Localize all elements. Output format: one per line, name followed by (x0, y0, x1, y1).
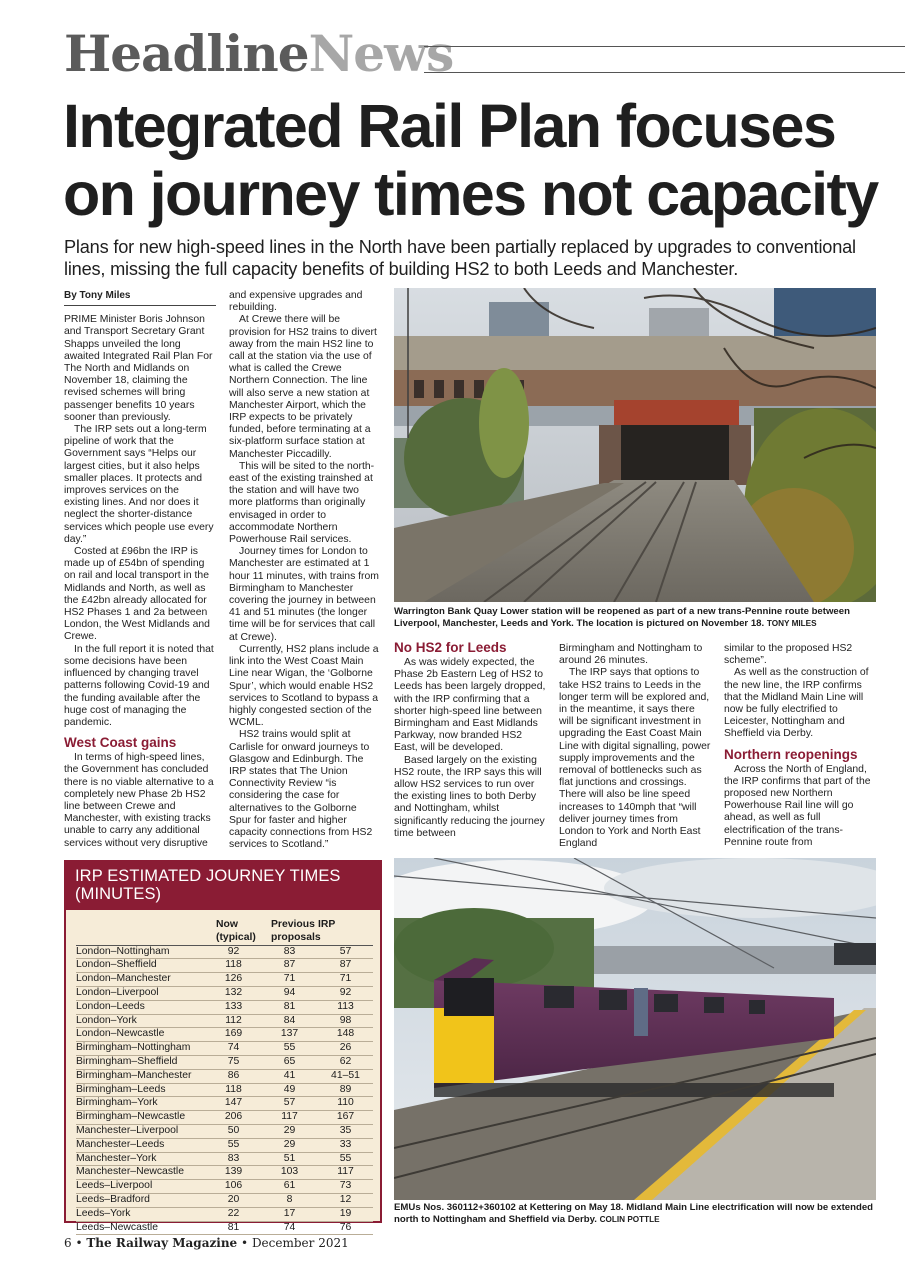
now-cell: 74 (227, 1042, 240, 1054)
article-column-1 (64, 290, 216, 850)
previous-cell: 41 (283, 1069, 296, 1081)
now-cell: 83 (227, 1152, 240, 1164)
article-column-4 (559, 643, 712, 850)
previous-cell: 87 (283, 959, 296, 971)
previous-cell: 71 (283, 973, 296, 985)
route-cell: Birmingham–Manchester (76, 1069, 192, 1081)
header-previous-sub: proposals (271, 931, 321, 943)
now-cell: 118 (225, 1083, 242, 1095)
irp-cell: 76 (339, 1221, 352, 1233)
masthead-news: News (308, 24, 454, 83)
paragraph: The IRP says that options to take HS2 trains to Leeds in the longer term will be explored and, in the meantime, it says there will be significant investment in upgrading the East Coast Main Line with digital signalling, power supply improvements and the removal of bottlenecks such as flat junctions and crossings. There will also be line speed increases to 140mph that “will deliver journey times from London to York and North East England (559, 667, 711, 850)
header-route (76, 919, 206, 945)
route-cell: London–Newcastle (76, 1028, 165, 1040)
table-row (76, 1180, 373, 1194)
table-row (76, 959, 373, 973)
table-row (76, 1194, 373, 1208)
route-cell: London–Liverpool (76, 986, 159, 998)
table-row (76, 1208, 373, 1222)
irp-cell: 98 (339, 1014, 352, 1026)
previous-cell: 94 (283, 986, 296, 998)
page-number: 6 (64, 1236, 72, 1250)
previous-cell: 117 (281, 1111, 298, 1123)
paragraph: This will be sited to the north-east of the existing trainshed at the station and will have two more platforms than originally envisaged in order to accommodate Northern Powerhouse Rail services. (229, 460, 375, 546)
previous-cell: 74 (283, 1221, 296, 1233)
previous-cell: 57 (283, 1097, 296, 1109)
irp-cell: 117 (337, 1166, 354, 1178)
table-row (76, 1111, 373, 1125)
irp-cell: 12 (339, 1193, 352, 1205)
photo-caption-kettering (394, 1202, 876, 1226)
header-now (206, 919, 261, 945)
caption-text: Warrington Bank Quay Lower station will be reopened as part of a new trans-Pennine route between Liverpool, Manchester, Leeds and York. The location is pictured on November 18. (394, 606, 850, 629)
previous-cell: 51 (283, 1152, 296, 1164)
paragraph: Currently, HS2 plans include a link into the West Coast Main Line near Wigan, the ‘Golborne Spur’, which would enable HS2 services to Scotland to bypass a highly congested section of the WCML. (229, 643, 379, 729)
paragraph: In terms of high-speed lines, the Government has concluded there is no viable alternative to a completely new Phase 2b HS2 line between Crewe and Manchester, with existing tracks unable to carry any additional services without very disruptive (64, 752, 214, 849)
route-cell: London–Sheffield (76, 959, 157, 971)
now-cell: 106 (224, 1180, 243, 1192)
headline-line-1: Integrated Rail Plan focuses (63, 92, 836, 160)
now-cell: 112 (225, 1014, 242, 1026)
subheading-northern-reopenings: Northern reopenings (724, 746, 858, 762)
route-cell: Birmingham–York (76, 1097, 158, 1109)
irp-cell: 62 (339, 1055, 352, 1067)
previous-cell: 103 (280, 1166, 299, 1178)
now-cell: 169 (224, 1028, 243, 1040)
table-row (76, 1028, 373, 1042)
table-row (76, 1042, 373, 1056)
header-now-sub: (typical) (216, 931, 256, 943)
now-cell: 206 (224, 1111, 243, 1123)
irp-cell: 89 (339, 1083, 352, 1095)
previous-cell: 55 (283, 1042, 296, 1054)
now-cell: 55 (227, 1138, 240, 1150)
header-previous (261, 919, 321, 945)
masthead-rule-bottom (424, 72, 905, 73)
now-cell: 81 (227, 1221, 240, 1233)
previous-cell: 17 (283, 1207, 296, 1219)
route-cell: Birmingham–Sheffield (76, 1055, 178, 1067)
irp-cell: 167 (336, 1111, 355, 1123)
irp-cell: 110 (337, 1097, 354, 1109)
now-cell: 147 (224, 1097, 243, 1109)
photo-caption-warrington (394, 606, 876, 630)
route-cell: Leeds–Liverpool (76, 1180, 153, 1192)
route-cell: Leeds–York (76, 1207, 131, 1219)
previous-cell: 81 (283, 1000, 296, 1012)
article-column-5 (724, 643, 876, 849)
now-cell: 126 (224, 973, 243, 985)
table-rows (76, 946, 373, 1236)
route-cell: Leeds–Bradford (76, 1193, 150, 1205)
irp-cell: 92 (339, 986, 352, 998)
now-cell: 92 (227, 945, 240, 957)
paragraph: At Crewe there will be provision for HS2 trains to divert away from the main HS2 line to call at the station via the use of what is called the Crewe Northern Connection. The line will also serve a new station at Manchester Airport, which the IRP expects to be privately funded, before terminating at a six-platform surface station at Manchester Piccadilly. (229, 314, 377, 460)
headline-line-2: on journey times not capacity (63, 160, 878, 228)
irp-cell: 55 (339, 1152, 352, 1164)
previous-cell: 83 (283, 945, 296, 957)
irp-cell: 57 (339, 945, 352, 957)
now-cell: 50 (227, 1124, 240, 1136)
paragraph: HS2 trains would split at Carlisle for onward journeys to Glasgow and Edinburgh. The IRP states that The Union Connectivity Review “is considering the case for alternatives to the Golborne Spur for faster and higher capacity connections from HS2 services to Scotland.” (229, 729, 373, 851)
now-cell: 75 (227, 1055, 240, 1067)
subheading-no-hs2-for-leeds: No HS2 for Leeds (394, 640, 507, 655)
paragraph: Journey times for London to Manchester are estimated at 1 hour 11 minutes, with trains from Birmingham to Manchester covering the journey in between 41 and 51 minutes (the longer time will be for services that call at Crewe). (229, 546, 379, 643)
header-irp (318, 919, 373, 945)
irp-cell: 41–51 (331, 1069, 360, 1081)
photo-warrington-bank-quay (394, 288, 876, 602)
magazine-name: The Railway Magazine (86, 1236, 238, 1250)
table-row (76, 1097, 373, 1111)
irp-cell: 87 (339, 959, 352, 971)
photo-credit: COLIN POTTLE (599, 1215, 660, 1224)
table-row (76, 973, 373, 987)
table-row (76, 1015, 373, 1029)
now-cell: 86 (227, 1069, 240, 1081)
table-row (76, 1084, 373, 1098)
previous-cell: 61 (283, 1180, 296, 1192)
photo-warrington-illustration (394, 288, 876, 602)
table-header-row (76, 919, 373, 946)
paragraph: Birmingham and Nottingham to around 26 minutes. (559, 643, 703, 667)
table-row (76, 946, 373, 960)
previous-cell: 137 (280, 1028, 299, 1040)
now-cell: 20 (227, 1193, 240, 1205)
footer-separator: • (241, 1236, 249, 1250)
table-row (76, 1139, 373, 1153)
byline: By Tony Miles (64, 290, 216, 306)
paragraph: and expensive upgrades and rebuilding. (229, 290, 363, 314)
table-row (76, 987, 373, 1001)
irp-cell: 19 (339, 1207, 352, 1219)
irp-cell: 71 (339, 973, 352, 985)
route-cell: Birmingham–Nottingham (76, 1042, 191, 1054)
route-cell: Manchester–Leeds (76, 1138, 165, 1150)
route-cell: Manchester–Newcastle (76, 1166, 184, 1178)
article-column-3 (394, 640, 546, 840)
route-cell: London–Nottingham (76, 945, 170, 957)
masthead-headline: Headline (64, 24, 309, 83)
previous-cell: 29 (283, 1138, 296, 1150)
route-cell: Manchester–York (76, 1152, 157, 1164)
footer-separator: • (75, 1236, 83, 1250)
route-cell: Leeds–Newcastle (76, 1221, 159, 1233)
paragraph: PRIME Minister Boris Johnson and Transport Secretary Grant Shapps unveiled the long awaited Integrated Rail Plan For The North and Midlands on November 18, claiming the revised schemes will bring passenger benefits 10 years sooner than previously. (64, 314, 213, 423)
route-cell: London–Manchester (76, 973, 171, 985)
now-cell: 118 (225, 959, 242, 971)
journey-times-table (64, 860, 382, 1233)
issue-date: December 2021 (251, 1236, 349, 1250)
irp-cell: 113 (337, 1000, 354, 1012)
caption-text: EMUs Nos. 360112+360102 at Kettering on May 18. Midland Main Line electrification will now be extended north to Nottingham and Sheffield via Derby. (394, 1202, 874, 1225)
table-row (76, 1166, 373, 1180)
table-row (76, 1070, 373, 1084)
header-irp-label: IRP (318, 919, 336, 930)
previous-cell: 8 (286, 1193, 293, 1205)
route-cell: London–York (76, 1014, 137, 1026)
route-cell: Birmingham–Leeds (76, 1083, 166, 1095)
masthead (64, 26, 453, 82)
paragraph: The IRP sets out a long-term pipeline of work that the Government says “Helps our largest cities, but it also helps smaller places. It protects and improves services on the existing lines. And nor does it neglect the shorter-distance services which people use every day.” (64, 424, 214, 545)
irp-cell: 33 (339, 1138, 352, 1150)
subheading-west-coast-gains: West Coast gains (64, 735, 177, 751)
page-title (63, 92, 893, 228)
table-row (76, 1056, 373, 1070)
masthead-rule-top (424, 46, 905, 47)
route-cell: London–Leeds (76, 1000, 145, 1012)
paragraph: Costed at £96bn the IRP is made up of £54bn of spending on rail and local transport in the Midlands and North, as well as the £42bn already allocated for HS2 Phases 1 and 2a between London, the West Midlands and Crewe. (64, 546, 210, 643)
header-previous-label: Previous (271, 919, 315, 930)
photo-credit: TONY MILES (766, 619, 817, 628)
table-title: IRP ESTIMATED JOURNEY TIMES (MINUTES) (66, 862, 380, 910)
table-row (76, 1222, 373, 1236)
table-row (76, 1125, 373, 1139)
paragraph: Across the North of England, the IRP confirms that part of the proposed new Northern Powerhouse Rail line will go ahead, as well as full electrification of the trans-Pennine route from (724, 763, 871, 848)
previous-cell: 84 (283, 1014, 296, 1026)
irp-cell: 35 (339, 1124, 352, 1136)
irp-cell: 148 (336, 1028, 355, 1040)
route-cell: Manchester–Liverpool (76, 1124, 179, 1136)
route-cell: Birmingham–Newcastle (76, 1111, 186, 1123)
table-row (76, 1001, 373, 1015)
previous-cell: 65 (283, 1055, 296, 1067)
paragraph: As well as the construction of the new line, the IRP confirms that the Midland Main Line will now be fully electrified to Leicester, Nottingham and Sheffield via Derby. (724, 667, 869, 740)
standfirst: Plans for new high-speed lines in the North have been partially replaced by upgrades to conventional lines, missing the full capacity benefits of building HS2 to both Leeds and Manchester. (64, 237, 856, 279)
paragraph: In the full report it is noted that some decisions have been influenced by changing travel patterns following Covid-19 and the funding available after the huge cost of managing the pandemic. (64, 643, 214, 728)
photo-emu-kettering (394, 858, 876, 1200)
irp-cell: 73 (339, 1180, 352, 1192)
paragraph: Based largely on the existing HS2 route, the IRP says this will allow HS2 services to run over the existing lines to both Derby and Nottingham, whilst significantly reducing the journey time between (394, 754, 545, 839)
page-footer (64, 1236, 349, 1250)
irp-cell: 26 (339, 1042, 352, 1054)
now-cell: 22 (227, 1207, 240, 1219)
previous-cell: 29 (283, 1124, 296, 1136)
now-cell: 139 (224, 1166, 243, 1178)
header-now-label: Now (216, 919, 238, 930)
paragraph: As was widely expected, the Phase 2b Eastern Leg of HS2 to Leeds has been largely dropped, with the IRP confirming that a shorter high-speed line between Birmingham and East Midlands Parkway, now branded HS2 East, will be developed. (394, 657, 546, 754)
photo-kettering-illustration (394, 858, 876, 1200)
now-cell: 133 (224, 1000, 243, 1012)
article-column-2 (229, 290, 381, 851)
table-row (76, 1153, 373, 1167)
table-body (76, 919, 373, 1235)
paragraph: similar to the proposed HS2 scheme”. (724, 643, 853, 667)
previous-cell: 49 (283, 1083, 296, 1095)
now-cell: 132 (224, 986, 243, 998)
